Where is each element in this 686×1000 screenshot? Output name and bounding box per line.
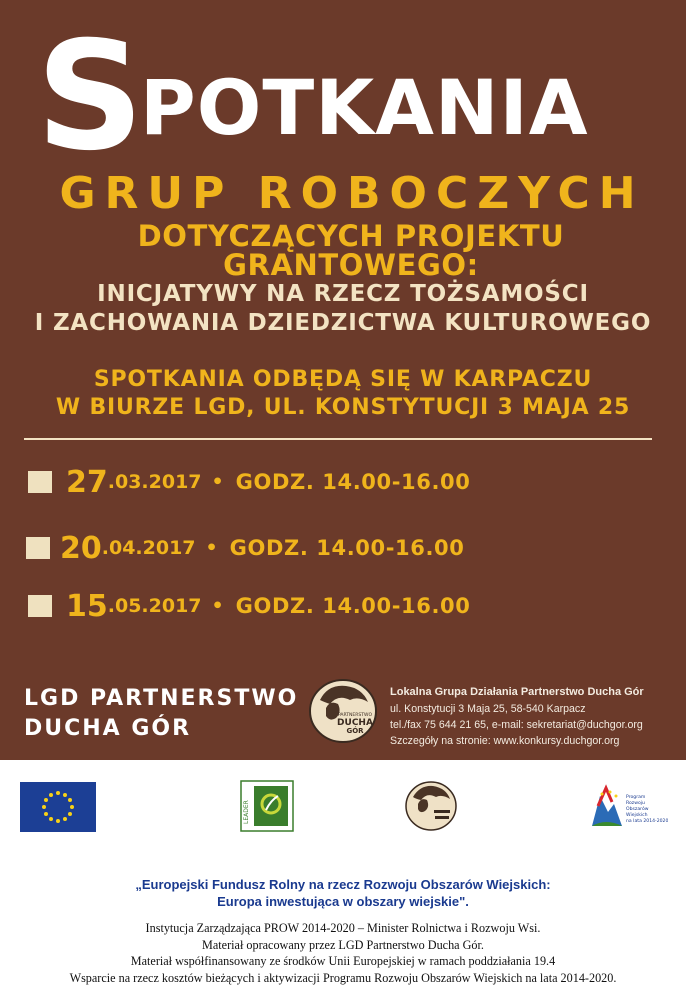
organization-name <box>24 684 298 743</box>
meeting-date: .03.2017 <box>107 471 202 493</box>
leader-text: LEADER <box>243 800 250 824</box>
initiative-line-1: INICJATYWY NA RZECZ TOŻSAMOŚCI <box>97 281 589 307</box>
contact-address: ul. Konstytucji 3 Maja 25, 58-540 Karpacz <box>390 702 586 715</box>
footer-line-3: Materiał współfinansowany ze środków Unii Europejskiej w ramach poddziałania 19.4 <box>130 954 556 969</box>
organization-name-line-1: LGD PARTNERSTWO <box>24 686 299 711</box>
meeting-separator: • <box>205 537 218 559</box>
title-rest: POTKANIA <box>140 63 589 152</box>
prow-text-3: Obszarów <box>626 807 649 812</box>
eu-flag-icon <box>20 782 96 832</box>
footer-line-2: Materiał opracowany przez LGD Partnerstwo Ducha Gór. <box>202 937 484 952</box>
meeting-date: .05.2017 <box>107 595 202 617</box>
contact-phone-email: tel./fax 75 644 21 65, e-mail: sekretariat@duchgor.org <box>390 718 643 731</box>
title-initial: S <box>36 10 143 184</box>
leader-logo-icon <box>240 780 294 832</box>
contact-name: Lokalna Grupa Działania Partnerstwo Ducha Gór <box>390 686 644 698</box>
meeting-item <box>26 528 464 568</box>
meeting-day: 20 <box>60 530 102 566</box>
meeting-separator: • <box>211 595 224 617</box>
organization-name-line-2: DUCHA GÓR <box>24 715 192 741</box>
ducha-gor-logo-small-icon <box>404 780 458 832</box>
location-line-1: SPOTKANIA ODBĘDĄ SIĘ W KARPACZU <box>93 367 593 392</box>
footer-line-4: Wsparcie na rzecz kosztów bieżących i aktywizacji Programu Rozwoju Obszarów Wiejskich na lata 2014-2020. <box>69 970 617 985</box>
slogan-line-1: „Europejski Fundusz Rolny na rzecz Rozwoju Obszarów Wiejskich: <box>135 877 551 892</box>
contact-block <box>390 684 644 749</box>
slogan-line-2: Europa inwestująca w obszary wiejskie". <box>217 894 469 910</box>
meeting-time: GODZ. 14.00-16.00 <box>235 594 471 618</box>
contact-website: Szczegóły na stronie: www.konkursy.duchgor.org <box>390 734 620 747</box>
meeting-item <box>28 462 470 502</box>
ducha-gor-logo-icon <box>308 678 378 744</box>
meeting-item <box>28 586 470 626</box>
prow-text-2: Rozwoju <box>626 801 645 806</box>
meeting-day: 15 <box>66 588 108 624</box>
footer-line-1: Instytucja Zarządzająca PROW 2014-2020 – Minister Rolnictwa i Rozwoju Wsi. <box>145 921 541 935</box>
funding-slogan <box>0 876 686 910</box>
initiative-text <box>0 280 686 338</box>
prow-text-5: na lata 2014-2020 <box>626 819 668 824</box>
location-line-2: W BIURZE LGD, UL. KONSTYTUCJI 3 MAJA 25 <box>55 394 631 420</box>
meeting-day: 27 <box>66 464 108 500</box>
location-text <box>0 366 686 421</box>
bullet-square-icon <box>28 471 52 493</box>
subtitle-line-2: DOTYCZĄCYCH PROJEKTU GRANTOWEGO: <box>137 219 565 282</box>
logo-caption-top: PARTNERSTWO <box>338 713 372 718</box>
bullet-square-icon <box>26 537 50 559</box>
prow-text-4: Wiejskich <box>626 813 648 818</box>
logo-caption-bottom: GÓR <box>346 727 364 735</box>
footer-notes <box>0 920 686 986</box>
prow-logo-icon <box>588 782 668 832</box>
meeting-time: GODZ. 14.00-16.00 <box>235 470 471 494</box>
initiative-line-2: I ZACHOWANIA DZIEDZICTWA KULTUROWEGO <box>34 309 652 336</box>
divider <box>24 438 652 440</box>
prow-text-1: Program <box>626 795 646 800</box>
meeting-separator: • <box>211 471 224 493</box>
bullet-square-icon <box>28 595 52 617</box>
meeting-time: GODZ. 14.00-16.00 <box>229 536 465 560</box>
logo-caption-main: DUCHA <box>337 718 373 728</box>
poster-title <box>36 10 589 184</box>
subtitle-line-1: GRUP ROBOCZYCH <box>59 168 645 219</box>
meeting-date: .04.2017 <box>101 537 196 559</box>
